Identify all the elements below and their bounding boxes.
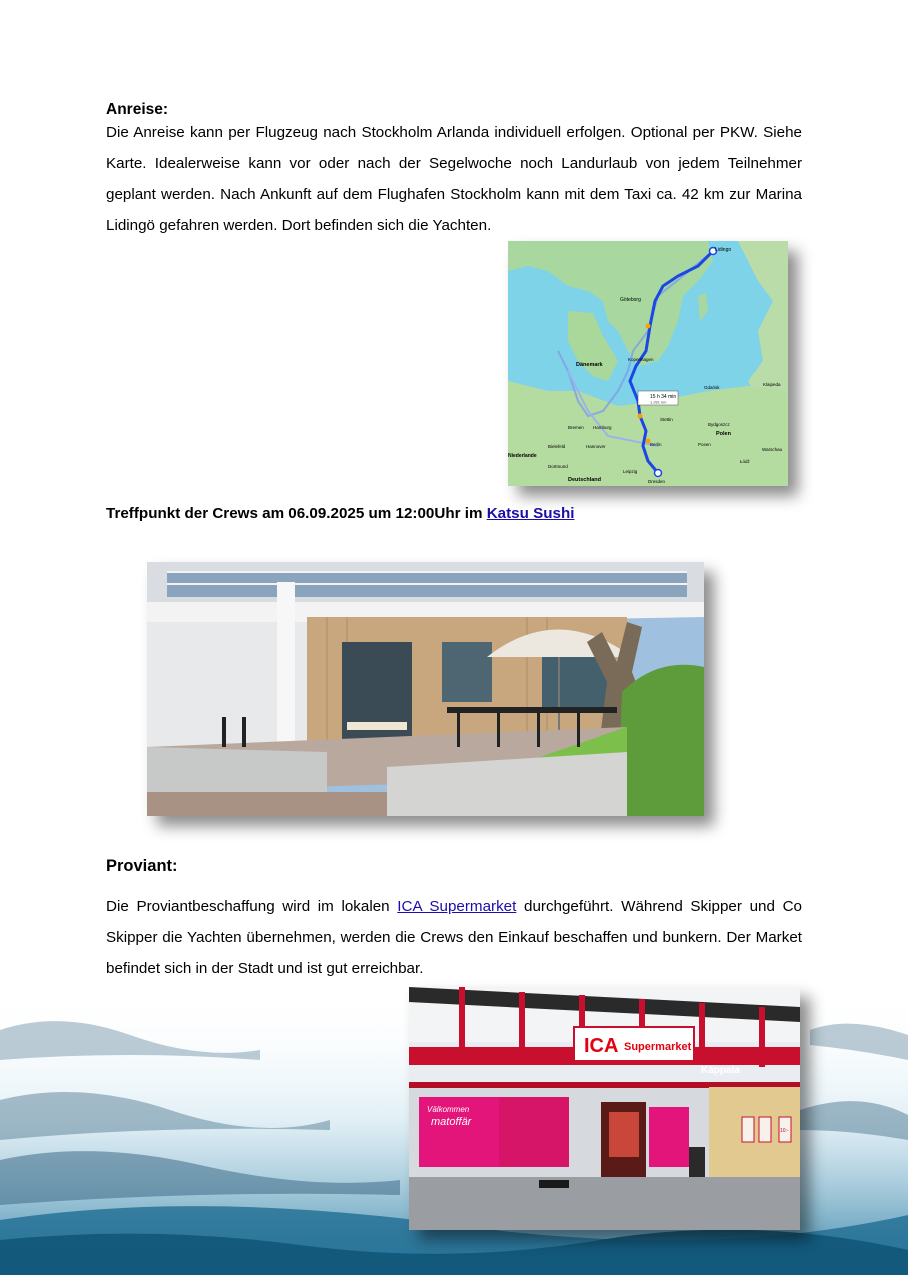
proviant-paragraph bbox=[106, 891, 802, 984]
map-label: Łódź bbox=[740, 459, 750, 464]
treffpunkt-text: Treffpunkt der Crews am 06.09.2025 um 12:00Uhr im bbox=[106, 505, 487, 522]
route-map bbox=[508, 241, 788, 486]
map-label: Dänemark bbox=[576, 362, 603, 368]
map-label: Göteborg bbox=[620, 297, 641, 303]
map-label: Berlin bbox=[650, 442, 662, 447]
map-label: Leipzig bbox=[623, 469, 638, 474]
proviant-text-after: durchgeführt. Während Skipper und Co Skipper die Yachten übernehmen, werden die Crews den Einkauf beschaffen und bunkern. Der Market befindet sich in der Stadt und ist gut erreichbar. bbox=[106, 898, 802, 977]
proviant-text-before: Die Proviantbeschaffung wird im lokalen bbox=[106, 898, 398, 915]
anreise-heading: Anreise: bbox=[106, 101, 169, 118]
map-label: Deutschland bbox=[568, 477, 602, 483]
katsu-sushi-link[interactable]: Katsu Sushi bbox=[486, 505, 575, 522]
ica-store-photo bbox=[409, 987, 800, 1230]
map-label: Warschau bbox=[762, 447, 783, 452]
map-label: Stettin bbox=[660, 417, 673, 422]
ica-supermarket-link[interactable]: ICA Supermarket bbox=[397, 898, 517, 915]
poster-matoffar-text: matoffär bbox=[431, 1116, 472, 1128]
map-label: Polen bbox=[716, 431, 731, 437]
ica-brand-word: Supermarket bbox=[624, 1041, 692, 1053]
map-label: Niederlande bbox=[508, 453, 537, 459]
price-tag: 10:- bbox=[780, 1128, 789, 1134]
ica-logo-text: ICA bbox=[584, 1035, 619, 1057]
restaurant-photo bbox=[147, 562, 704, 816]
map-label: Bremen bbox=[568, 425, 584, 430]
route-time: 15 h 34 min bbox=[650, 394, 677, 400]
proviant-heading: Proviant: bbox=[106, 857, 178, 875]
map-label: Klaipeda bbox=[763, 382, 781, 387]
anreise-paragraph: Die Anreise kann per Flugzeug nach Stockholm Arlanda individuell erfolgen. Optional per PKW. Siehe Karte. Idealerweise kann vor oder nach der Segelwoche noch Landurlaub von jedem Teilnehmer geplant werden. Nach Ankunft auf dem Flughafen Stockholm kann mit dem Taxi ca. 42 km zur Marina Lidingö gefahren werden. Dort befinden sich die Yachten. bbox=[106, 124, 802, 234]
poster-welcome-text: Välkommen bbox=[427, 1105, 470, 1114]
treffpunkt-line bbox=[106, 505, 802, 522]
route-map-image bbox=[508, 241, 788, 486]
map-label: Posen bbox=[698, 442, 711, 447]
end-marker bbox=[655, 470, 662, 477]
store-location-label: Käppala bbox=[701, 1065, 740, 1076]
map-label: Bydgoszcz bbox=[708, 422, 730, 427]
map-label: Dortmund bbox=[548, 464, 568, 469]
map-label: Gdańsk bbox=[704, 385, 720, 390]
map-label: Kopenhagen bbox=[628, 357, 654, 362]
map-label: Lidingo bbox=[715, 247, 732, 253]
map-label: Bielefeld bbox=[548, 444, 566, 449]
map-label: Hamburg bbox=[593, 425, 612, 430]
map-label: Dresden bbox=[648, 479, 666, 484]
map-label: Hannover bbox=[586, 444, 606, 449]
route-distance: 1.281 km bbox=[650, 399, 667, 405]
